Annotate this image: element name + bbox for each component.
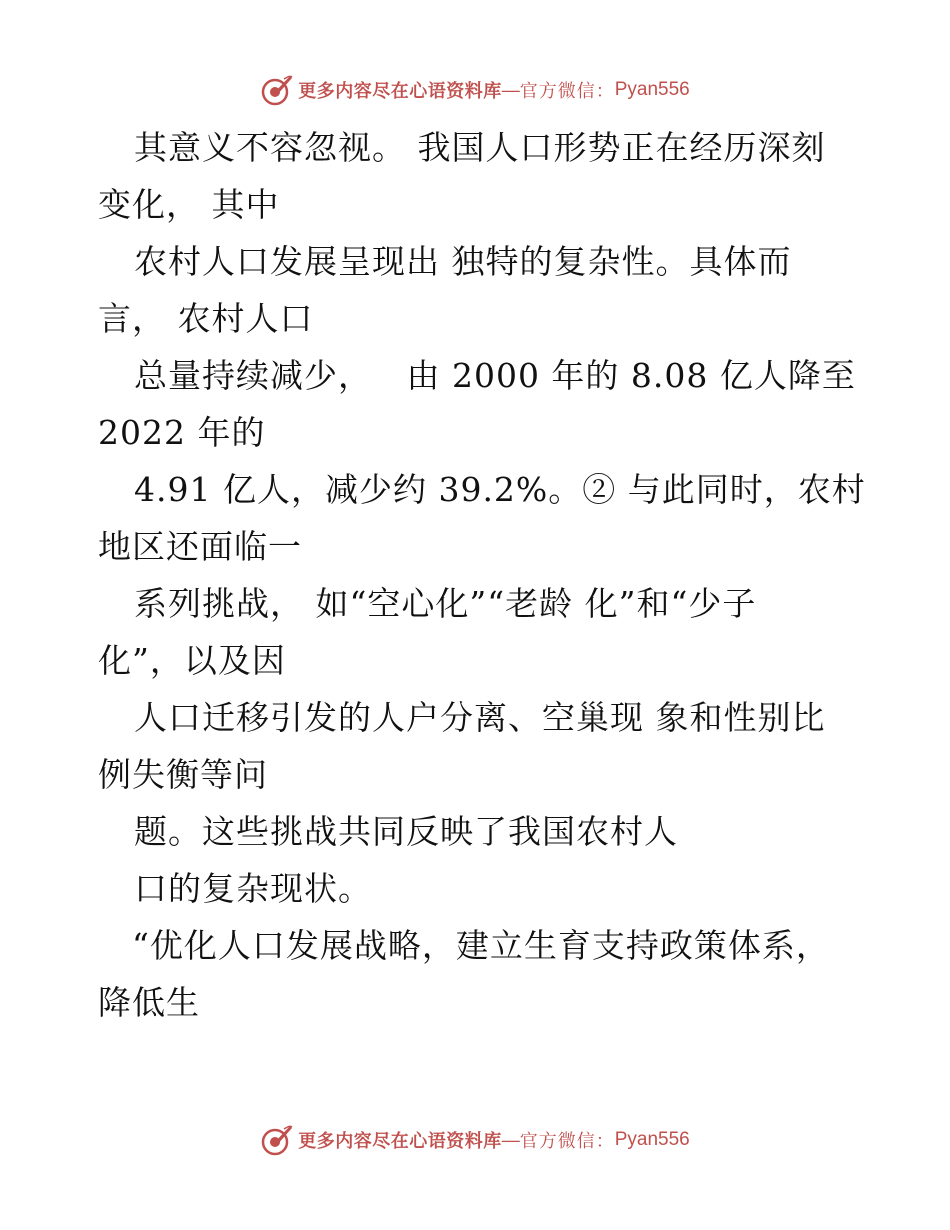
footer-wechat-label: 官方微信：: [519, 1131, 615, 1152]
document-body: [98, 119, 866, 1031]
header-watermark: [0, 70, 950, 110]
body-line: 4.91 亿人，减少约 39.2%。② 与此同时，农村: [134, 470, 866, 509]
footer-brand-text: 更多内容尽在心语资料库: [298, 1131, 502, 1152]
header-account: Pyan556: [614, 79, 690, 100]
body-line: 口的复杂现状。: [134, 869, 372, 908]
body-line: 其意义不容忽视。 我国人口形势正在经历深刻: [134, 128, 826, 167]
body-line: 总量持续减少， 由 2000 年的 8.08 亿人降至: [134, 356, 856, 395]
body-line: 言， 农村人口: [98, 299, 314, 338]
body-line: 人口迁移引发的人户分离、空巢现 象和性别比: [134, 698, 826, 737]
body-line: 2022 年的: [98, 413, 266, 452]
body-line: 变化， 其中: [98, 185, 280, 224]
body-line: 地区还面临一: [98, 527, 302, 566]
body-line: 化”，以及因: [98, 641, 286, 680]
footer-dash: —: [501, 1129, 520, 1150]
body-line: 农村人口发展呈现出 独特的复杂性。具体而: [134, 242, 792, 281]
quill-pen-seal-icon: [260, 73, 294, 107]
header-wechat-label: 官方微信：: [519, 81, 615, 102]
body-line: “优化人口发展战略，建立生育支持政策体系，: [132, 926, 830, 965]
body-line: 题。这些挑战共同反映了我国农村人: [134, 812, 678, 851]
footer-account: Pyan556: [614, 1129, 690, 1150]
header-brand-text: 更多内容尽在心语资料库: [298, 81, 502, 102]
body-line: 系列挑战， 如“空心化”“老龄 化”和“少子: [134, 584, 757, 623]
body-line: 例失衡等问: [98, 755, 268, 794]
header-dash: —: [501, 79, 520, 100]
quill-pen-seal-icon: [260, 1123, 294, 1157]
body-line: 降低生: [98, 983, 200, 1022]
footer-watermark: [0, 1120, 950, 1160]
